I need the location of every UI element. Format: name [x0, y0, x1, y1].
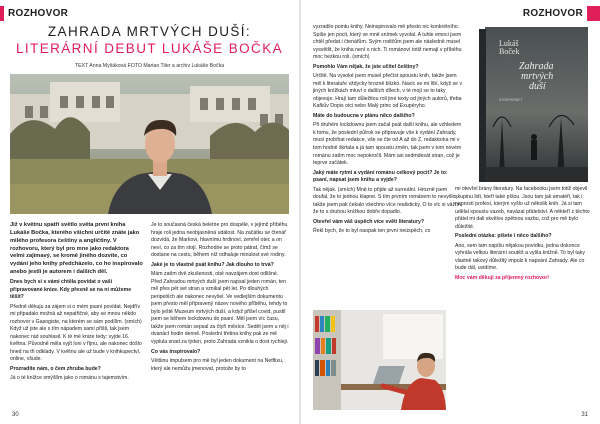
question-5: Pomohlo Vám nějak, že jste učitel češtiny? [313, 63, 419, 70]
section-tag-right [519, 6, 600, 21]
book-cover-publisher: STORYKRAFT [499, 98, 523, 102]
book-cover [479, 27, 588, 182]
paragraph-plot: Je to současná česká beletrie pro dospělé, v jejímž příběhu hraje roli jedna neobjasněná událost. Na začátku se čtenář dozvídá, že Markovi, hlavnímu hrdinovi, zemřel otec a on neví, co za tím stojí. Rozhodne se proto pátrat, čímž se dostane na cestu, během níž odhaluje minulost své rodiny. [151, 222, 288, 259]
section-tag-label-right: ROZHOVOR [522, 8, 583, 19]
book-author-line2: Boček [499, 47, 520, 56]
closing-thanks: Moc vám děkuji za příjemný rozhovor! [455, 274, 549, 281]
book-title-line3: duší [529, 81, 546, 92]
left-page [0, 0, 299, 424]
answer-3: Mám zatím dvě zkušenosti, obě navzájem dost odlišné. Před Zahradou mrtvých duší jsem napsal jeden román, ten mě přes pět set stran a vznikal pět let. Po dlouhých peripetiích ale nakonec nevyšel. Ve vedlejším dokumentu jsem přesto měl připravený název nového příběhu, tehdy to bylo ještě Muzeum mrtvých duší, a když přišel covid, pustil jsem se během lockdownu do psaní. Měl jsem víc času, takže jsem román sepsal za čtyři měsíce. Sedět jsem u něj i dvanáct hodin denně. Poslední třetina knihy pak ze mě vyplula snad za týden, proto Zahrada vznikla o dost rychleji. [151, 271, 289, 345]
question-9: Poslední otázka: píšete i něco dalšího? [455, 233, 552, 240]
section-tag-label: ROZHOVOR [8, 8, 69, 19]
article-lead: Již v květnu spatří světlo světa první kniha Lukáše Bočka, kterého všichni určitě znáte jako milého profesora češtiny a angličtiny. V rozhovoru, který byl pro mne jako redaktora velmi zajímavý, se kromě jiného dozvíte, co vydání jeho knihy předcházelo, co ho inspirovalo anebo jestli je autorem i dalších děl. [10, 222, 143, 276]
section-tag-bar-right [587, 6, 600, 21]
right-column-2 [455, 186, 591, 284]
article-title-line2: LITERÁRNÍ DEBUT LUKÁŠE BOČKA [15, 41, 283, 56]
question-8: Otevřel vám váš úspěch více světí literatury? [313, 218, 425, 225]
question-3: Jaké je to vlastně psát knihu? Jak dlouho to trvá? [151, 261, 274, 268]
question-4: Co vás inspirovalo? [151, 348, 201, 355]
answer-4: Většinu impulsem pro mě byl jeden dokument na Netflixu, který ale nemůžu jmenovat, protože by to [151, 358, 284, 372]
answer-8: Řekl bych, že to byl naopak ten první neúspěch, co [313, 228, 431, 235]
answer-7: Tak nějak. (smích) Mně to přijde až surreální. Hrozně jsem doufal, že to jednou klapne. S tím prvním románem to nevyšlo, takže jsem pak čekalo všechno více realisticky. O to víc si vážím, že to s druhou knížkou dobře dopadlo. [313, 186, 463, 216]
answer-2: Já o té knížce smýšlím jako o románu s tajemstvím. [10, 375, 129, 382]
question-1: Dnes bych si s vámi chtěla povídat o vaší připravované knize. Kdy přesně se na ni můžeme těšit? [10, 279, 132, 301]
book-title-line2: mrtvých [521, 71, 554, 82]
right-column-1 [313, 24, 463, 238]
section-tag-left [0, 6, 72, 21]
book-title-line1: Zahrada [519, 61, 554, 72]
article-credits: TEXT Anna Myšáková FOTO Marian Tiler a archiv Lukáše Bočka [74, 63, 225, 69]
article-title-line1: ZAHRADA MRTVÝCH DUŠÍ: [47, 24, 252, 39]
answer-5: Určitě. Na vysoké jsem musel přečíst spoustu knih, takže jsem měl k literatuře vždycky hrozně blízko. Navíc se mi líbí, když se v jiných knížkách mluví o dalších dílech, v té mojí se to taky objevuje. Hrají tam důležitou roli jiné texty od jiných autorů, třeba Kafkův Dopis otci nebo Malý princ od Exupéryho. [313, 73, 463, 110]
book-author-line1: Lukáš [499, 39, 519, 48]
answer-1: Předně děkuju za zájem si o mém psaní povídat. Nejdřív mi připadalo možná až nepatřičné, aby se mnou někdo rozhovor v Gasogiste, na kterém se sám podílím. (smích) Když už jste ale s tím nápadem samí přišli, tak jsem nakonec rád souhlasil. K té mé knize tedy: vyjde 16. května. Původně měla vyjít loni v říjnu, ale nakonec došlo hned na tři odklady. V květnu ale už bude v knihkupectví, online, všude. [10, 303, 142, 363]
question-7: Jaký máte rytmí a vydání románu celkový pocit? Je to: psaní, napsat jsem knihu a vyjde? [313, 169, 448, 184]
question-2: Prozradíte nám, o čem zhruba bude? [10, 365, 101, 372]
page-number-left: 30 [12, 412, 19, 418]
left-column-2 [151, 222, 289, 375]
answer-6: Při druhém lockdownu jsem začal psát další knihu, ale vzhledem k tomu, že poslední půlrok se připravuje vše k vydání Zahrady, musí probíhat redakce, vše se čte od A až do Z, redaktorka mi v tom hodně škrtala a já tam spoustu změn, tak jsem v tom novém románu zatím moc nepokročil. Mám asi sedmdesát stran, což je teprve začátek. [313, 122, 462, 167]
page-number-right: 31 [581, 412, 588, 418]
question-6: Máte do budoucna v plánu něco dalšího? [313, 112, 415, 119]
answer-9: Ano, sem tam napíšu nějakou povídku, jedna dokonce vyhrála velkou literární soutěž a vyšla knižně. To byl taky vlastně takový důležitý impulz k napsání Zahrady. Ale co bude dál, uvidíme. [455, 242, 585, 272]
author-office-photo [313, 310, 446, 410]
author-portrait-photo [10, 74, 289, 214]
left-column-1 [10, 222, 143, 385]
paragraph-inspiration: vyzradilo pointu knihy. Neinspirovalo mě přesto nic konkrétního. Spíše jen pocit, který ve mně snímek vyvolal. A tuhle emoci jsem chtěl předat i čtenářům. Svým rodičům jsem ale následně musel vysvětlit, že kniha není o nich. Ti románoví totiž nemají v příběhu moc hezkou roli. (smích) [313, 24, 462, 61]
book-cover-author [499, 39, 521, 56]
paragraph-community: mi otevřel brány literatury. Na facebooku jsem totiž objevil skupinu lidí, kteří také píšou. Jsou tam jak amatéři, tak i naprostí profesí, kterým vyšlo už několik knih. Já si tam udělal spoustu vazeb, navázal přátelství. A někteří z těchto přátel mi dali skvělou zpětnou vazbu, což pro mě bylo důležité. [455, 186, 590, 230]
